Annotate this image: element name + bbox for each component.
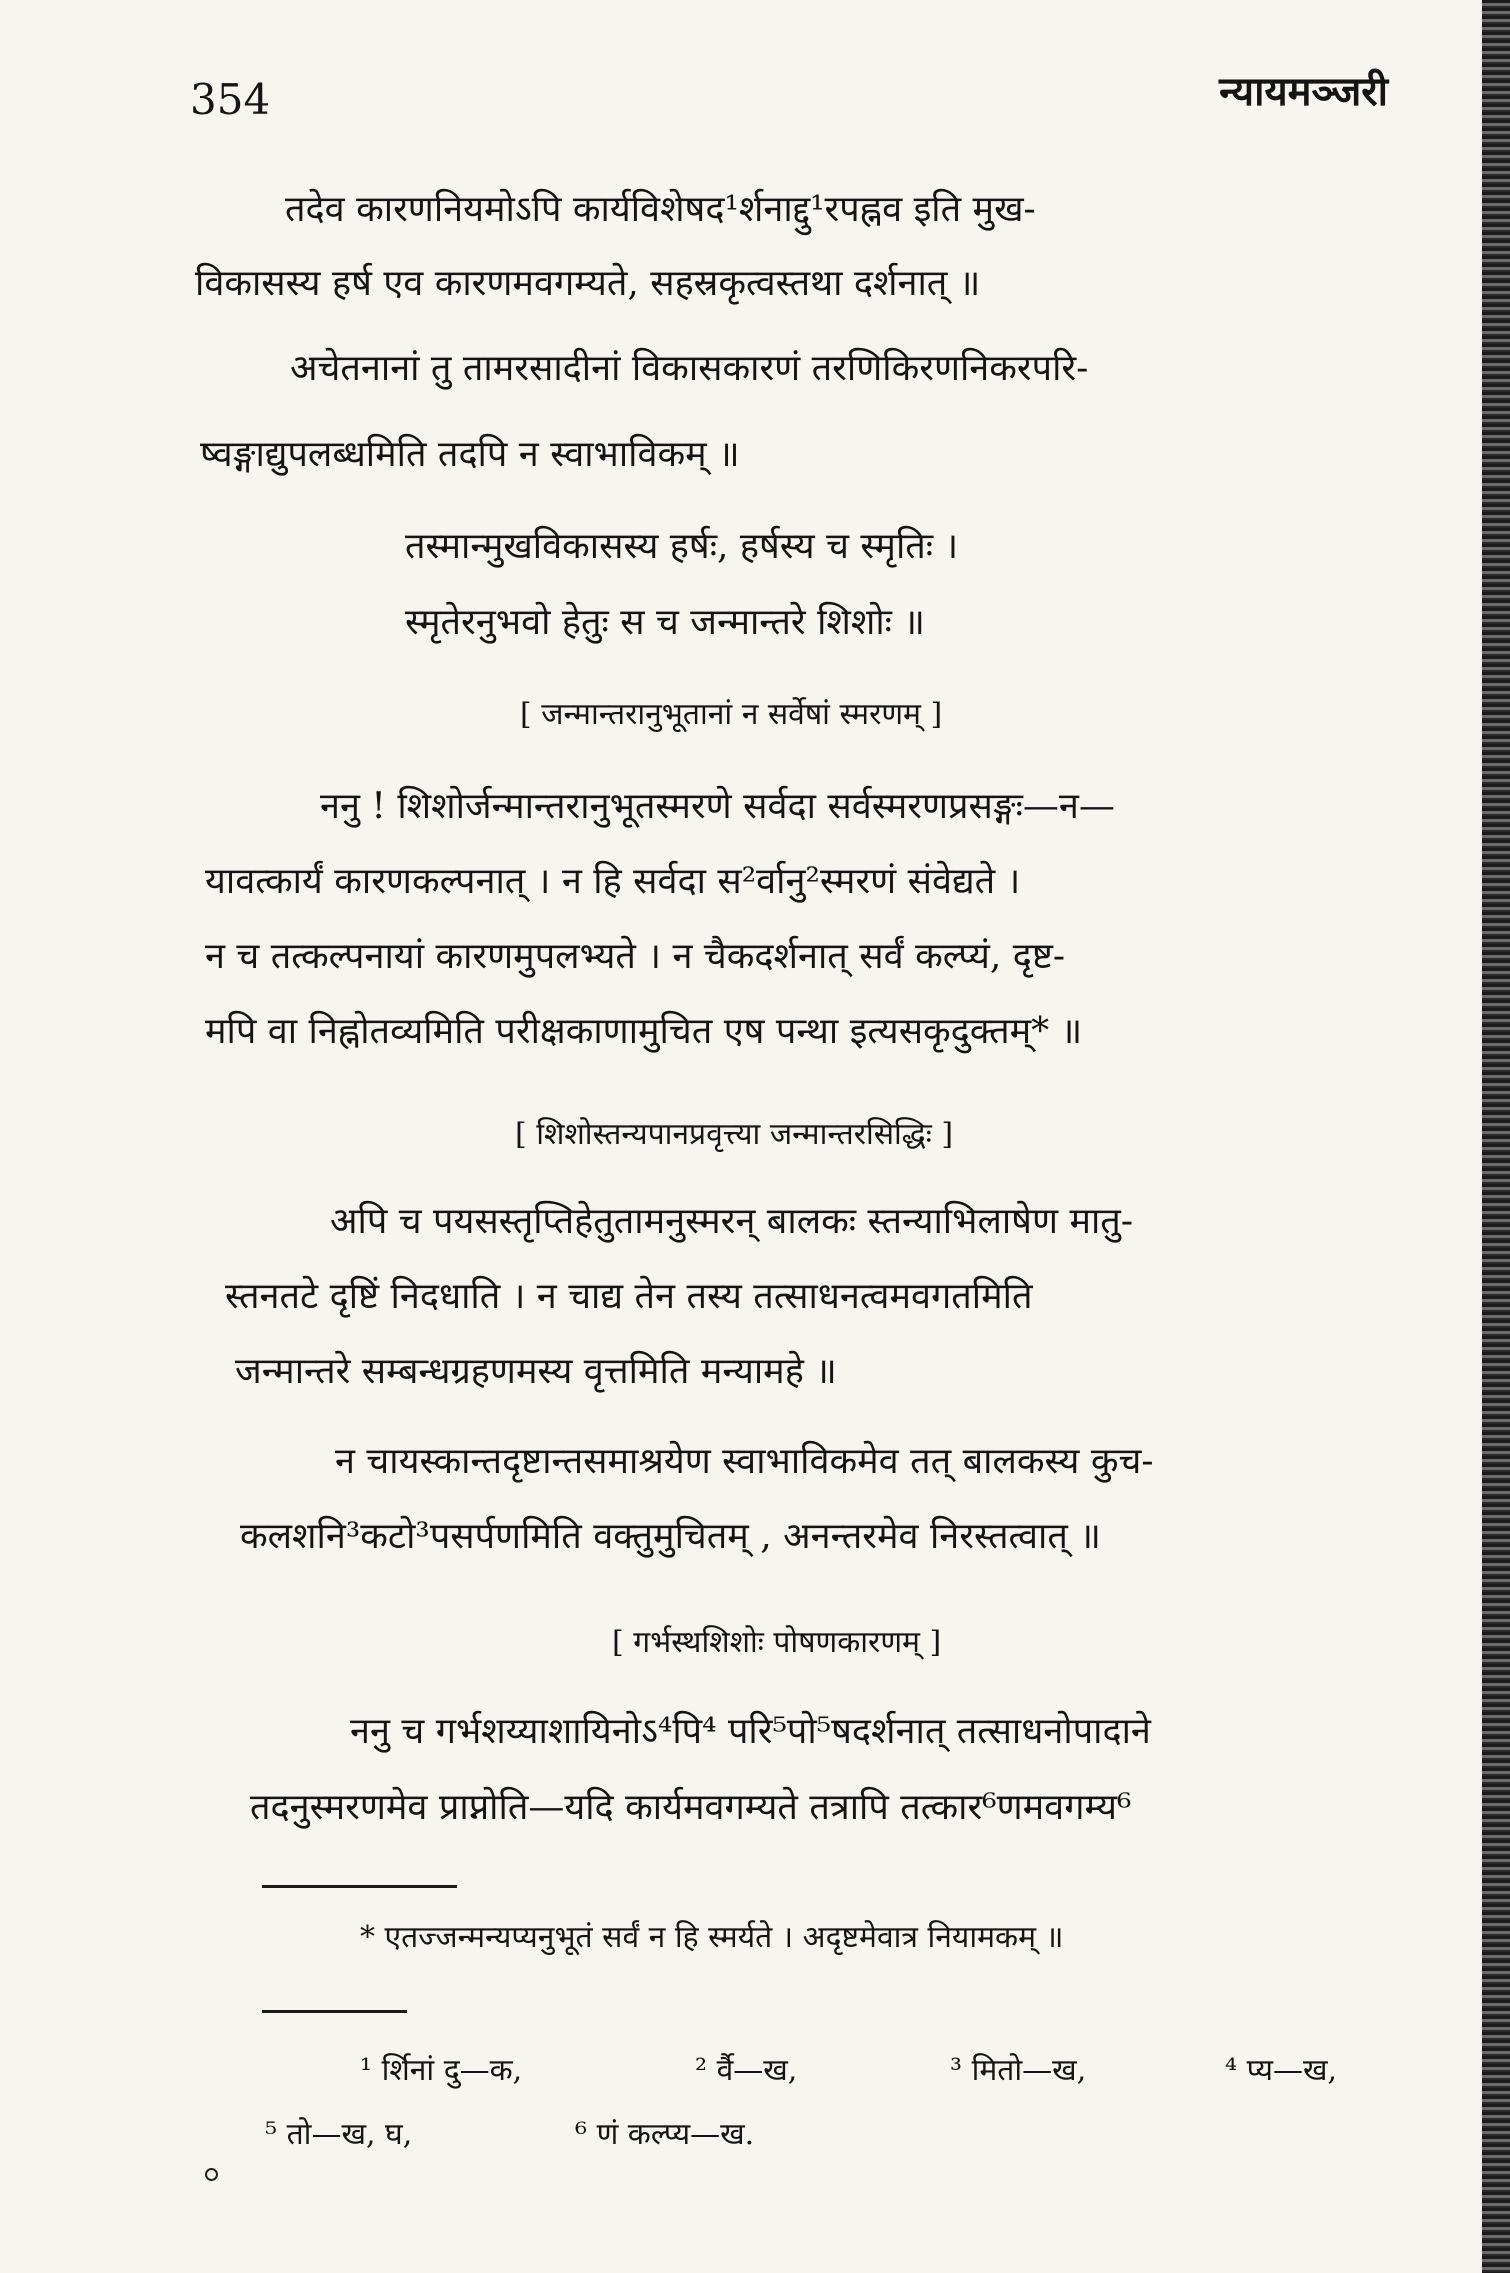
variant-number: ³ — [950, 2053, 963, 2088]
section-heading-3: [ गर्भस्थशिशोः पोषणकारणम् ] — [612, 1625, 942, 1660]
para4-line3: जन्मान्तरे सम्बन्धग्रहणमस्य वृत्तमिति मन्यामहे ॥ — [235, 1351, 837, 1392]
variant-4 — [1225, 2048, 1337, 2089]
para5-line1: न चायस्कान्तदृष्टान्तसमाश्रयेण स्वाभाविकमेव तत् बालकस्य कुच- — [335, 1441, 1154, 1482]
para2-line2: ष्वङ्गाद्युपलब्धमिति तदपि न स्वाभाविकम् ॥ — [200, 434, 740, 475]
variant-text: र्वै—ख, — [716, 2053, 798, 2088]
verse-line1: तस्मान्मुखविकासस्य हर्षः, हर्षस्य च स्मृतिः । — [405, 526, 959, 567]
page-number: 354 — [190, 75, 271, 124]
footnote-separator-1 — [262, 1885, 457, 1888]
para1-line2: विकासस्य हर्ष एव कारणमवगम्यते, सहस्रकृत्वस्तथा दर्शनात् ॥ — [195, 263, 981, 304]
variant-number: ¹ — [360, 2053, 373, 2088]
variant-6 — [575, 2112, 754, 2153]
variant-text: प्य—ख, — [1246, 2053, 1338, 2088]
ink-dot-mark — [205, 2168, 218, 2181]
running-title: न्यायमञ्जरी — [1219, 68, 1388, 115]
variant-number: ⁵ — [265, 2117, 278, 2152]
variant-2 — [695, 2048, 797, 2089]
page-edge-shadow — [1482, 0, 1510, 2273]
variant-text: तो—ख, घ, — [286, 2117, 413, 2152]
variant-text: मितो—ख, — [971, 2053, 1087, 2088]
footnote-star: * एतज्जन्मन्यप्यनुभूतं सर्वं न हि स्मर्यते । अदृष्टमेवात्र नियामकम् ॥ — [360, 1920, 1064, 1955]
para3-line2: यावत्कार्यं कारणकल्पनात् । न हि सर्वदा स²र्वानु²स्मरणं संवेद्यते । — [205, 861, 1021, 902]
variant-1 — [360, 2048, 522, 2089]
para2-line1: अचेतनानां तु तामरसादीनां विकासकारणं तरणिकिरणनिकरपरि- — [290, 348, 1089, 389]
variant-number: ² — [695, 2053, 708, 2088]
para3-line3: न च तत्कल्पनायां कारणमुपलभ्यते । न चैकदर्शनात् सर्वं कल्प्यं, दृष्ट- — [205, 936, 1066, 977]
variant-number: ⁴ — [1225, 2053, 1238, 2088]
variant-text: र्शिनां दु—क, — [381, 2053, 523, 2088]
para3-line4: मपि वा निह्नोतव्यमिति परीक्षकाणामुचित एष पन्था इत्यसकृदुक्तम्* ॥ — [205, 1011, 1083, 1052]
variant-3 — [950, 2048, 1086, 2089]
variant-text: णं कल्प्य—ख. — [596, 2117, 755, 2152]
para6-line1: ननु च गर्भशय्याशायिनोऽ⁴पि⁴ परि⁵पो⁵षदर्शनात् तत्साधनोपादाने — [350, 1711, 1151, 1752]
para5-line2: कलशनि³कटो³पसर्पणमिति वक्तुमुचितम् , अनन्तरमेव निरस्तत्वात् ॥ — [240, 1516, 1101, 1557]
variant-5 — [265, 2112, 412, 2153]
variant-number: ⁶ — [575, 2117, 588, 2152]
para1-line1: तदेव कारणनियमोऽपि कार्यविशेषद¹र्शनाद्दु¹रपह्नव इति मुख- — [285, 189, 1036, 230]
verse-line2: स्मृतेरनुभवो हेतुः स च जन्मान्तरे शिशोः ॥ — [405, 602, 925, 643]
para6-line2: तदनुस्मरणमेव प्राप्नोति—यदि कार्यमवगम्यते तत्रापि तत्कार⁶णमवगम्य⁶ — [250, 1787, 1132, 1828]
para4-line2: स्तनतटे दृष्टिं निदधाति । न चाद्य तेन तस्य तत्साधनत्वमवगतमिति — [225, 1276, 1033, 1317]
footnote-separator-2 — [262, 2010, 407, 2013]
para3-line1: ननु ! शिशोर्जन्मान्तरानुभूतस्मरणे सर्वदा सर्वस्मरणप्रसङ्गः—न— — [320, 786, 1115, 827]
section-heading-1: [ जन्मान्तरानुभूतानां न सर्वेषां स्मरणम् ] — [520, 697, 943, 732]
section-heading-2: [ शिशोस्तन्यपानप्रवृत्त्या जन्मान्तरसिद्धिः ] — [515, 1117, 954, 1152]
para4-line1: अपि च पयसस्तृप्तिहेतुतामनुस्मरन् बालकः स्तन्याभिलाषेण मातु- — [330, 1201, 1133, 1242]
